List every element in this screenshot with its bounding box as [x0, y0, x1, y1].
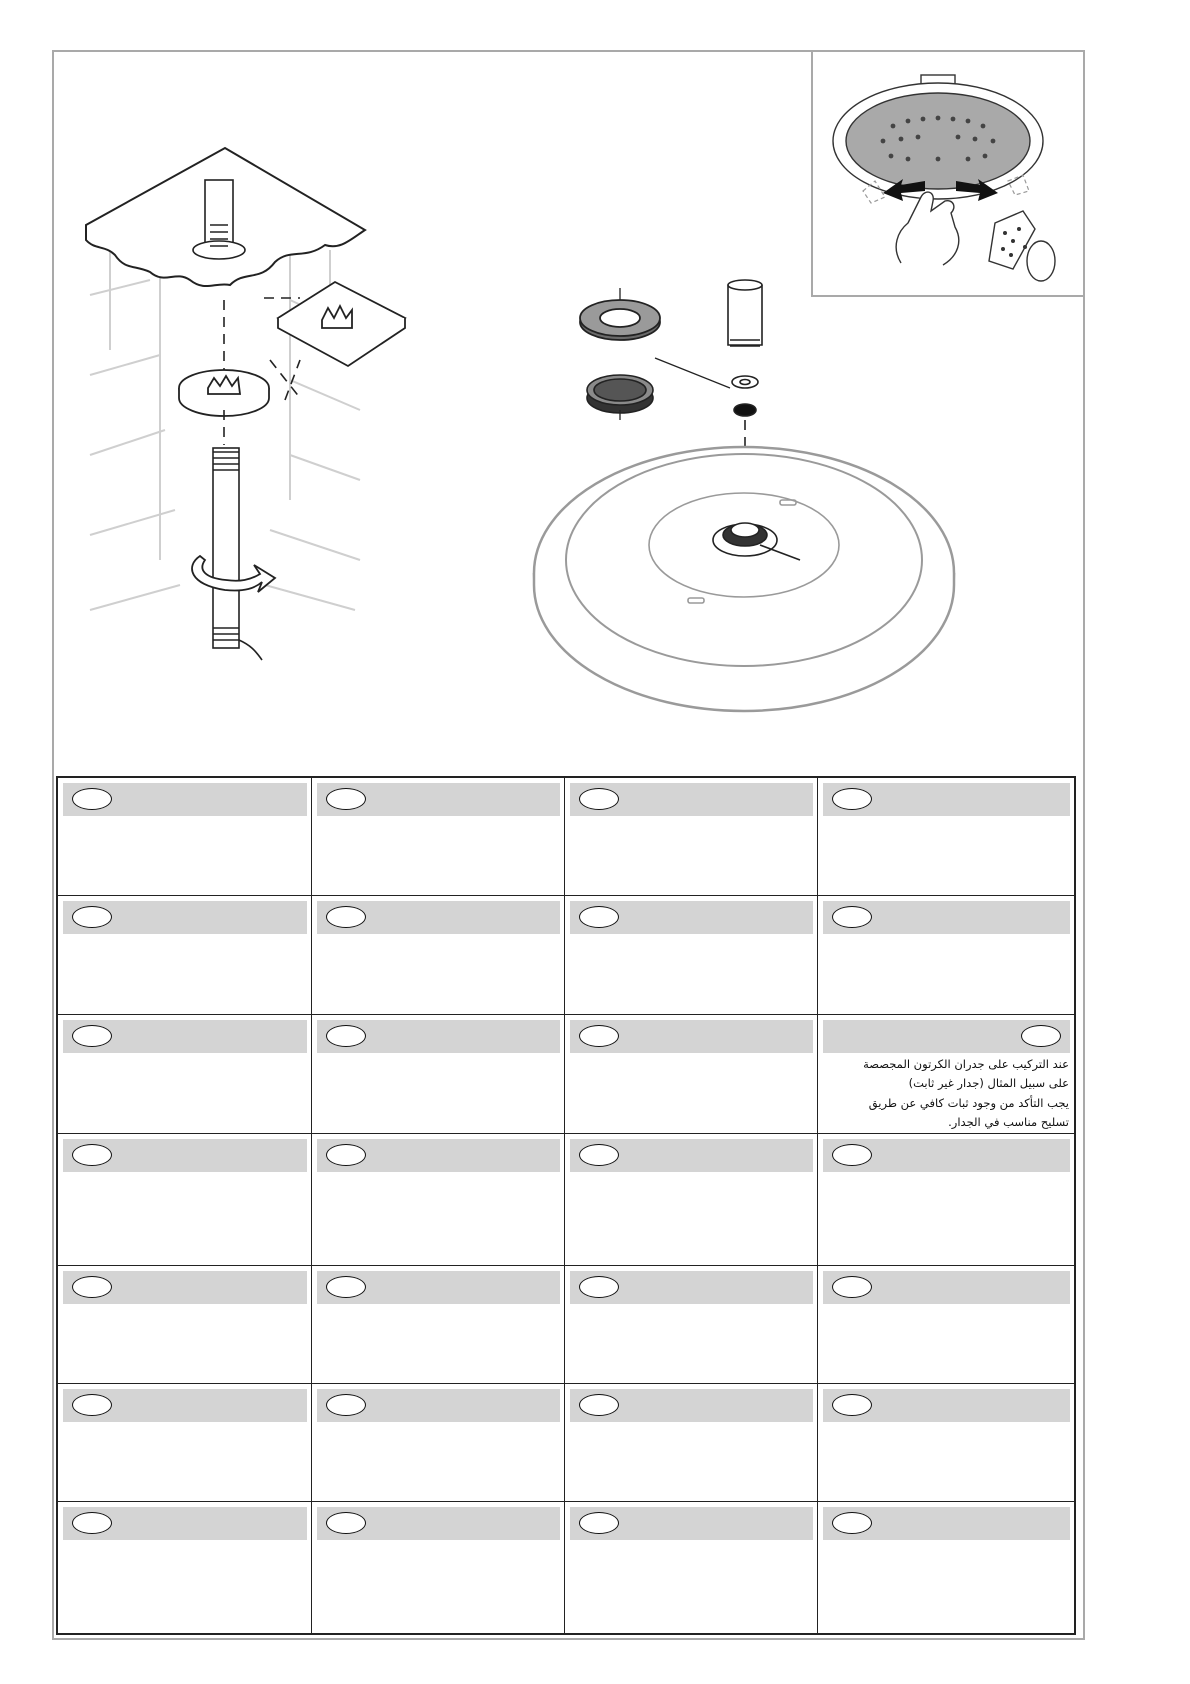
instruction-line: عند التركيب على جدران الكرتون المجصصة	[863, 1056, 1069, 1071]
language-code-oval	[72, 1394, 112, 1416]
language-code-oval	[579, 906, 619, 928]
language-code-oval	[832, 788, 872, 810]
language-cell-header	[570, 1507, 813, 1540]
language-cell-header	[823, 1389, 1070, 1422]
shower-arm	[213, 448, 262, 660]
language-cell	[565, 896, 818, 1014]
language-cell	[565, 1265, 818, 1383]
filter-screen	[587, 375, 653, 413]
language-cell	[565, 1384, 818, 1502]
instruction-line: يجب التأكد من وجود ثبات كافي عن طريق	[868, 1095, 1069, 1110]
square-rosette	[278, 282, 405, 366]
language-cell-header	[317, 1389, 560, 1422]
language-cell	[58, 1502, 312, 1634]
language-cell	[818, 1014, 1075, 1133]
language-code-oval	[72, 906, 112, 928]
language-cell-header	[317, 783, 560, 816]
language-cell-header	[63, 783, 307, 816]
nozzle-cleaning-illustration	[813, 51, 1084, 295]
language-code-oval	[72, 788, 112, 810]
language-row	[58, 778, 1075, 896]
language-code-oval	[326, 1512, 366, 1534]
language-cell-header	[570, 901, 813, 934]
instruction-line: على سبيل المثال (جدار غير ثابت)	[908, 1076, 1069, 1091]
language-code-oval	[579, 1144, 619, 1166]
language-code-oval	[72, 1025, 112, 1047]
ring-seal	[580, 300, 660, 340]
language-cell-header	[63, 901, 307, 934]
language-code-oval	[579, 1512, 619, 1534]
language-cell	[312, 778, 565, 896]
language-code-oval	[832, 1394, 872, 1416]
language-cell-header	[823, 1271, 1070, 1304]
language-code-oval	[579, 788, 619, 810]
language-code-oval	[72, 1512, 112, 1534]
language-row	[58, 1384, 1075, 1502]
language-code-oval	[326, 1025, 366, 1047]
language-code-oval	[579, 1276, 619, 1298]
language-cell	[565, 1502, 818, 1634]
language-cell-header	[570, 1020, 813, 1053]
language-cell	[312, 1265, 565, 1383]
hand	[896, 192, 1055, 281]
language-code-oval	[1021, 1025, 1061, 1047]
language-cell	[312, 1384, 565, 1502]
language-cell	[565, 1134, 818, 1265]
language-table	[56, 776, 1076, 1635]
language-cell-header	[317, 1507, 560, 1540]
language-grid	[57, 777, 1075, 1634]
language-cell	[818, 896, 1075, 1014]
language-cell-header	[823, 1507, 1070, 1540]
language-cell-header	[63, 1389, 307, 1422]
language-cell-header	[823, 1020, 1070, 1053]
language-cell	[58, 778, 312, 896]
language-code-oval	[832, 906, 872, 928]
language-cell-header	[63, 1271, 307, 1304]
language-cell	[818, 1265, 1075, 1383]
language-code-oval	[326, 1394, 366, 1416]
language-cell	[818, 1502, 1075, 1634]
language-code-oval	[579, 1025, 619, 1047]
language-code-oval	[326, 906, 366, 928]
language-code-oval	[326, 788, 366, 810]
language-cell-header	[317, 1020, 560, 1053]
language-cell-header	[823, 783, 1070, 816]
language-cell-header	[823, 901, 1070, 934]
language-code-oval	[72, 1276, 112, 1298]
language-row	[58, 896, 1075, 1014]
instruction-text	[818, 1053, 1074, 1133]
language-cell	[58, 1384, 312, 1502]
language-code-oval	[832, 1144, 872, 1166]
language-cell	[565, 1014, 818, 1133]
instruction-line: تسليح مناسب في الجدار.	[948, 1115, 1069, 1130]
language-cell-header	[317, 901, 560, 934]
language-code-oval	[832, 1276, 872, 1298]
language-code-oval	[832, 1512, 872, 1534]
language-cell-header	[63, 1020, 307, 1053]
language-code-oval	[72, 1144, 112, 1166]
language-cell	[58, 1134, 312, 1265]
round-rosette	[179, 370, 269, 416]
language-cell	[818, 1134, 1075, 1265]
language-cell	[312, 1014, 565, 1133]
nozzle-cleaning-inset	[811, 51, 1084, 297]
shower-head-disc	[534, 447, 954, 711]
language-cell-header	[570, 1389, 813, 1422]
language-cell	[312, 1134, 565, 1265]
language-cell	[818, 1384, 1075, 1502]
language-row	[58, 1134, 1075, 1265]
language-cell-header	[570, 1271, 813, 1304]
language-row	[58, 1265, 1075, 1383]
language-code-oval	[326, 1144, 366, 1166]
language-row	[58, 1502, 1075, 1634]
language-cell-header	[823, 1139, 1070, 1172]
language-cell-header	[63, 1139, 307, 1172]
washer	[732, 376, 758, 416]
language-cell	[58, 1265, 312, 1383]
language-cell	[58, 1014, 312, 1133]
language-cell-header	[317, 1271, 560, 1304]
language-cell	[58, 896, 312, 1014]
arm-end	[728, 280, 762, 346]
language-cell-header	[317, 1139, 560, 1172]
language-code-oval	[326, 1276, 366, 1298]
language-cell	[312, 896, 565, 1014]
language-cell-header	[570, 783, 813, 816]
language-cell-header	[570, 1139, 813, 1172]
language-cell-header	[63, 1507, 307, 1540]
language-row	[58, 1014, 1075, 1133]
language-cell	[818, 778, 1075, 896]
language-code-oval	[579, 1394, 619, 1416]
language-cell	[565, 778, 818, 896]
language-cell	[312, 1502, 565, 1634]
